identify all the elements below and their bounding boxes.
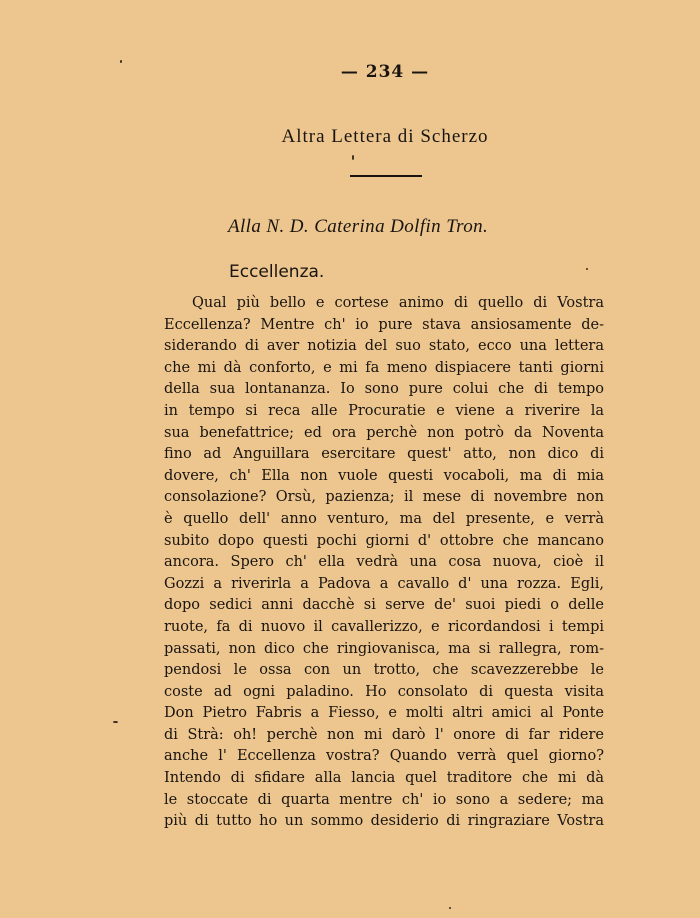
body-line: Eccellenza? Mentre ch' io pure stava ansiosamente de- bbox=[164, 316, 604, 333]
letter-title: Altra Lettera di Scherzo bbox=[281, 126, 489, 147]
ink-speck bbox=[449, 907, 451, 909]
body-line: Don Pietro Fabris a Fiesso, e molti altri amici al Ponte bbox=[164, 705, 604, 722]
page-number: — 234 — bbox=[340, 62, 430, 82]
body-line: sua benefattrice; ed ora perchè non potrò da Noventa bbox=[164, 424, 604, 441]
title-divider bbox=[350, 175, 422, 177]
body-line: Qual più bello e cortese animo di quello di Vostra bbox=[192, 295, 604, 311]
body-line: di Strà: oh! perchè non mi darò l' onore di far ridere bbox=[164, 726, 604, 743]
body-line: in tempo si reca alle Procuratie e viene a riverire la bbox=[164, 402, 604, 419]
body-line: consolazione? Orsù, pazienza; il mese di novembre non bbox=[164, 489, 604, 506]
letter-body bbox=[164, 293, 604, 833]
body-line: dopo sedici anni dacchè si serve de' suoi piedi o delle bbox=[164, 597, 604, 614]
body-line: che mi dà conforto, e mi fa meno dispiacere tanti giorni bbox=[164, 359, 604, 376]
body-line: ancora. Spero ch' ella vedrà una cosa nuova, cioè il bbox=[164, 554, 604, 571]
body-line: pendosi le ossa con un trotto, che scavezzerebbe le bbox=[164, 662, 604, 679]
body-line: fino ad Anguillara esercitare quest' atto, non dico di bbox=[164, 446, 604, 463]
body-line: dovere, ch' Ella non vuole questi vocaboli, ma di mia bbox=[164, 467, 604, 484]
body-line: più di tutto ho un sommo desiderio di ringraziare Vostra bbox=[164, 813, 604, 830]
body-line: anche l' Eccellenza vostra? Quando verrà quel giorno? bbox=[164, 748, 604, 765]
ink-speck bbox=[113, 721, 118, 723]
body-line: coste ad ogni paladino. Ho consolato di questa visita bbox=[164, 683, 604, 700]
body-line: Intendo di sfidare alla lancia quel traditore che mi dà bbox=[164, 770, 604, 787]
body-line: subito dopo questi pochi giorni d' ottobre che mancano bbox=[164, 532, 604, 549]
ink-speck bbox=[120, 60, 122, 63]
body-line: passati, non dico che ringiovanisca, ma si rallegra, rom- bbox=[164, 640, 604, 657]
body-line: siderando di aver notizia del suo stato, ecco una lettera bbox=[164, 338, 604, 355]
ink-speck bbox=[352, 155, 354, 160]
body-line: è quello dell' anno venturo, ma del presente, e verrà bbox=[164, 510, 604, 527]
body-line: ruote, fa di nuovo il cavallerizzo, e ricordandosi i tempi bbox=[164, 618, 604, 635]
body-line: della sua lontananza. Io sono pure colui che di tempo bbox=[164, 381, 604, 398]
letter-salutation: Eccellenza. bbox=[229, 262, 325, 282]
ink-speck bbox=[586, 268, 588, 270]
body-line: le stoccate di quarta mentre ch' io sono a sedere; ma bbox=[164, 791, 604, 808]
letter-addressee: Alla N. D. Caterina Dolfin Tron. bbox=[228, 216, 489, 237]
body-line: Gozzi a riverirla a Padova a cavallo d' una rozza. Egli, bbox=[164, 575, 604, 592]
